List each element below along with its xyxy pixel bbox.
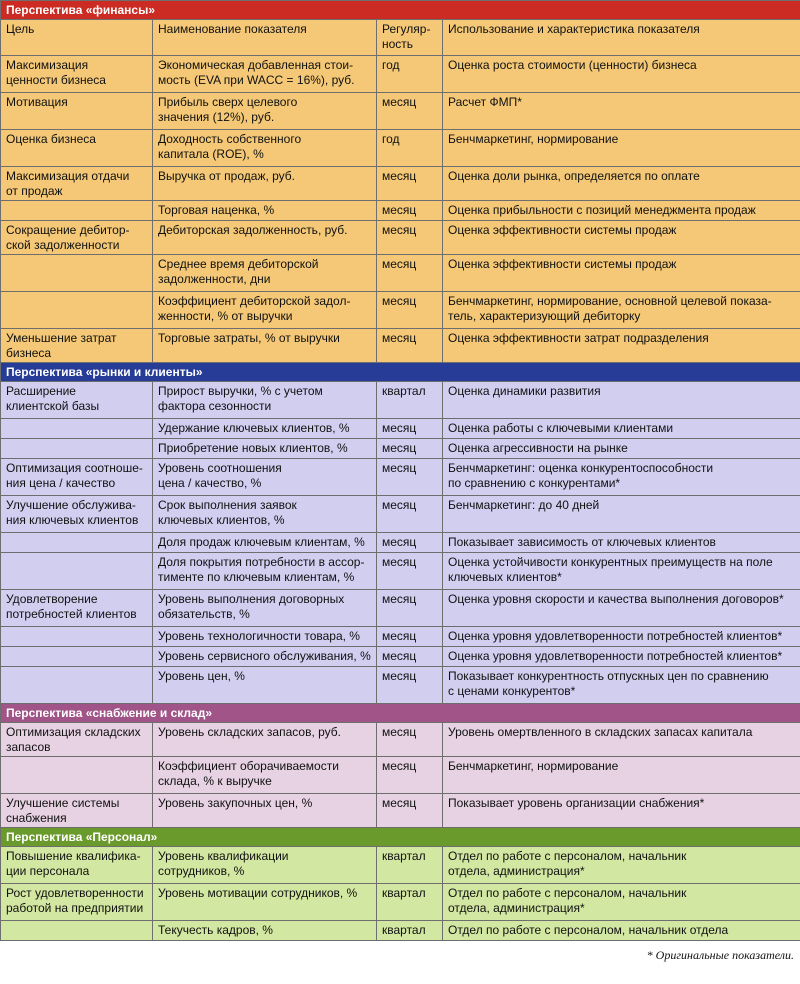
indicator-cell: Прирост выручки, % с учетом фактора сезонности [153,382,377,419]
regularity-cell: месяц [377,93,443,130]
regularity-cell: месяц [377,794,443,828]
usage-cell: Оценка уровня скорости и качества выполнения договоров* [443,590,800,627]
usage-cell: Уровень омертвленного в складских запасах капитала [443,723,800,757]
usage-cell: Показывает конкурентность отпускных цен по сравнению с ценами конкурентов* [443,667,800,704]
usage-cell: Бенчмаркетинг, нормирование, основной целевой показа- тель, характеризующий дебиторку [443,292,800,329]
goal-cell: Мотивация [1,93,153,130]
goal-cell [1,667,153,704]
table-row [1,419,800,439]
column-header-regularity: Регуляр- ность [377,20,443,56]
goal-cell [1,419,153,439]
table-row [1,292,800,329]
regularity-cell: месяц [377,496,443,533]
goal-cell: Уменьшение затрат бизнеса [1,329,153,363]
regularity-cell: месяц [377,553,443,590]
usage-cell: Оценка эффективности затрат подразделения [443,329,800,363]
indicator-cell: Среднее время дебиторской задолженности, дни [153,255,377,292]
indicator-cell: Уровень цен, % [153,667,377,704]
regularity-cell: месяц [377,292,443,329]
indicator-cell: Уровень складских запасов, руб. [153,723,377,757]
regularity-cell: месяц [377,647,443,667]
column-header-indicator: Наименование показателя [153,20,377,56]
goal-cell [1,439,153,459]
usage-cell: Оценка уровня удовлетворенности потребностей клиентов* [443,647,800,667]
table-row [1,459,800,496]
usage-cell: Отдел по работе с персоналом, начальник отдела, администрация* [443,847,800,884]
indicator-cell: Выручка от продаж, руб. [153,167,377,201]
table-row [1,667,800,704]
table-row [1,553,800,590]
footnote: * Оригинальные показатели. [646,948,794,962]
indicator-cell: Уровень технологичности товара, % [153,627,377,647]
regularity-cell: месяц [377,329,443,363]
usage-cell: Отдел по работе с персоналом, начальник отдела [443,921,800,941]
section-title: Перспектива «финансы» [1,1,800,20]
usage-cell: Оценка роста стоимости (ценности) бизнеса [443,56,800,93]
usage-cell: Бенчмаркетинг, нормирование [443,130,800,167]
regularity-cell: месяц [377,627,443,647]
goal-cell [1,201,153,221]
goal-cell: Удовлетворение потребностей клиентов [1,590,153,627]
indicator-cell: Приобретение новых клиентов, % [153,439,377,459]
indicator-cell: Коэффициент оборачиваемости склада, % к выручке [153,757,377,794]
table-row [1,255,800,292]
regularity-cell: месяц [377,255,443,292]
indicator-cell: Текучесть кадров, % [153,921,377,941]
section-header-row [1,1,800,20]
section-header-row [1,704,800,723]
indicator-cell: Доля продаж ключевым клиентам, % [153,533,377,553]
table-row [1,921,800,941]
goal-cell: Повышение квалифика- ции персонала [1,847,153,884]
usage-cell: Оценка доли рынка, определяется по оплате [443,167,800,201]
table-row [1,439,800,459]
goal-cell [1,255,153,292]
indicator-cell: Срок выполнения заявок ключевых клиентов, % [153,496,377,533]
usage-cell: Оценка эффективности системы продаж [443,255,800,292]
indicator-cell: Доходность собственного капитала (ROE), % [153,130,377,167]
goal-cell: Улучшение обслужива- ния ключевых клиентов [1,496,153,533]
indicator-cell: Прибыль сверх целевого значения (12%), руб. [153,93,377,130]
table-row [1,382,800,419]
regularity-cell: месяц [377,419,443,439]
goal-cell: Оценка бизнеса [1,130,153,167]
indicator-cell: Уровень выполнения договорных обязательств, % [153,590,377,627]
table-row [1,56,800,93]
usage-cell: Бенчмаркетинг: оценка конкурентоспособности по сравнению с конкурентами* [443,459,800,496]
table-row [1,496,800,533]
section-header-row [1,828,800,847]
table-row [1,757,800,794]
table-row [1,533,800,553]
table-row [1,847,800,884]
section-header-row [1,363,800,382]
indicator-cell: Удержание ключевых клиентов, % [153,419,377,439]
indicator-cell: Торговые затраты, % от выручки [153,329,377,363]
regularity-cell: месяц [377,221,443,255]
usage-cell: Бенчмаркетинг: до 40 дней [443,496,800,533]
section-title: Перспектива «Персонал» [1,828,800,847]
indicator-cell: Коэффициент дебиторской задол- женности, % от выручки [153,292,377,329]
table-row [1,627,800,647]
regularity-cell: месяц [377,723,443,757]
usage-cell: Показывает уровень организации снабжения* [443,794,800,828]
goal-cell: Оптимизация соотноше- ния цена / качество [1,459,153,496]
table-row [1,329,800,363]
regularity-cell: месяц [377,667,443,704]
section-title: Перспектива «снабжение и склад» [1,704,800,723]
usage-cell: Показывает зависимость от ключевых клиентов [443,533,800,553]
regularity-cell: год [377,56,443,93]
usage-cell: Оценка агрессивности на рынке [443,439,800,459]
goal-cell: Расширение клиентской базы [1,382,153,419]
regularity-cell: месяц [377,459,443,496]
table-row [1,590,800,627]
regularity-cell: квартал [377,884,443,921]
usage-cell: Оценка прибыльности с позиций менеджмента продаж [443,201,800,221]
regularity-cell: квартал [377,921,443,941]
column-header-row [1,20,800,56]
usage-cell: Оценка работы с ключевыми клиентами [443,419,800,439]
goal-cell: Оптимизация складских запасов [1,723,153,757]
table-row [1,167,800,201]
goal-cell: Улучшение системы снабжения [1,794,153,828]
goal-cell [1,533,153,553]
table-row [1,794,800,828]
table-row [1,723,800,757]
goal-cell: Максимизация отдачи от продаж [1,167,153,201]
goal-cell [1,921,153,941]
regularity-cell: месяц [377,201,443,221]
regularity-cell: месяц [377,167,443,201]
table-row [1,221,800,255]
regularity-cell: месяц [377,533,443,553]
regularity-cell: квартал [377,382,443,419]
regularity-cell: квартал [377,847,443,884]
goal-cell [1,627,153,647]
table-row [1,201,800,221]
usage-cell: Оценка устойчивости конкурентных преимуществ на поле ключевых клиентов* [443,553,800,590]
regularity-cell: месяц [377,439,443,459]
usage-cell: Бенчмаркетинг, нормирование [443,757,800,794]
indicator-cell: Уровень квалификации сотрудников, % [153,847,377,884]
indicator-cell: Дебиторская задолженность, руб. [153,221,377,255]
goal-cell [1,647,153,667]
regularity-cell: месяц [377,757,443,794]
indicator-cell: Уровень закупочных цен, % [153,794,377,828]
table-row [1,884,800,921]
indicator-cell: Экономическая добавленная стои- мость (EVA при WACC = 16%), руб. [153,56,377,93]
column-header-goal: Цель [1,20,153,56]
indicator-cell: Уровень соотношения цена / качество, % [153,459,377,496]
column-header-usage: Использование и характеристика показателя [443,20,800,56]
table-row [1,130,800,167]
regularity-cell: год [377,130,443,167]
goal-cell [1,553,153,590]
goal-cell: Сокращение дебитор- ской задолженности [1,221,153,255]
indicator-cell: Уровень мотивации сотрудников, % [153,884,377,921]
table-row [1,93,800,130]
indicator-cell: Доля покрытия потребности в ассор- тименте по ключевым клиентам, % [153,553,377,590]
section-title: Перспектива «рынки и клиенты» [1,363,800,382]
goal-cell: Максимизация ценности бизнеса [1,56,153,93]
usage-cell: Оценка динамики развития [443,382,800,419]
usage-cell: Оценка уровня удовлетворенности потребностей клиентов* [443,627,800,647]
indicator-cell: Уровень сервисного обслуживания, % [153,647,377,667]
goal-cell [1,292,153,329]
table-row [1,647,800,667]
indicator-cell: Торговая наценка, % [153,201,377,221]
usage-cell: Отдел по работе с персоналом, начальник отдела, администрация* [443,884,800,921]
goal-cell: Рост удовлетворенности работой на предприятии [1,884,153,921]
regularity-cell: месяц [377,590,443,627]
goal-cell [1,757,153,794]
usage-cell: Оценка эффективности системы продаж [443,221,800,255]
usage-cell: Расчет ФМП* [443,93,800,130]
